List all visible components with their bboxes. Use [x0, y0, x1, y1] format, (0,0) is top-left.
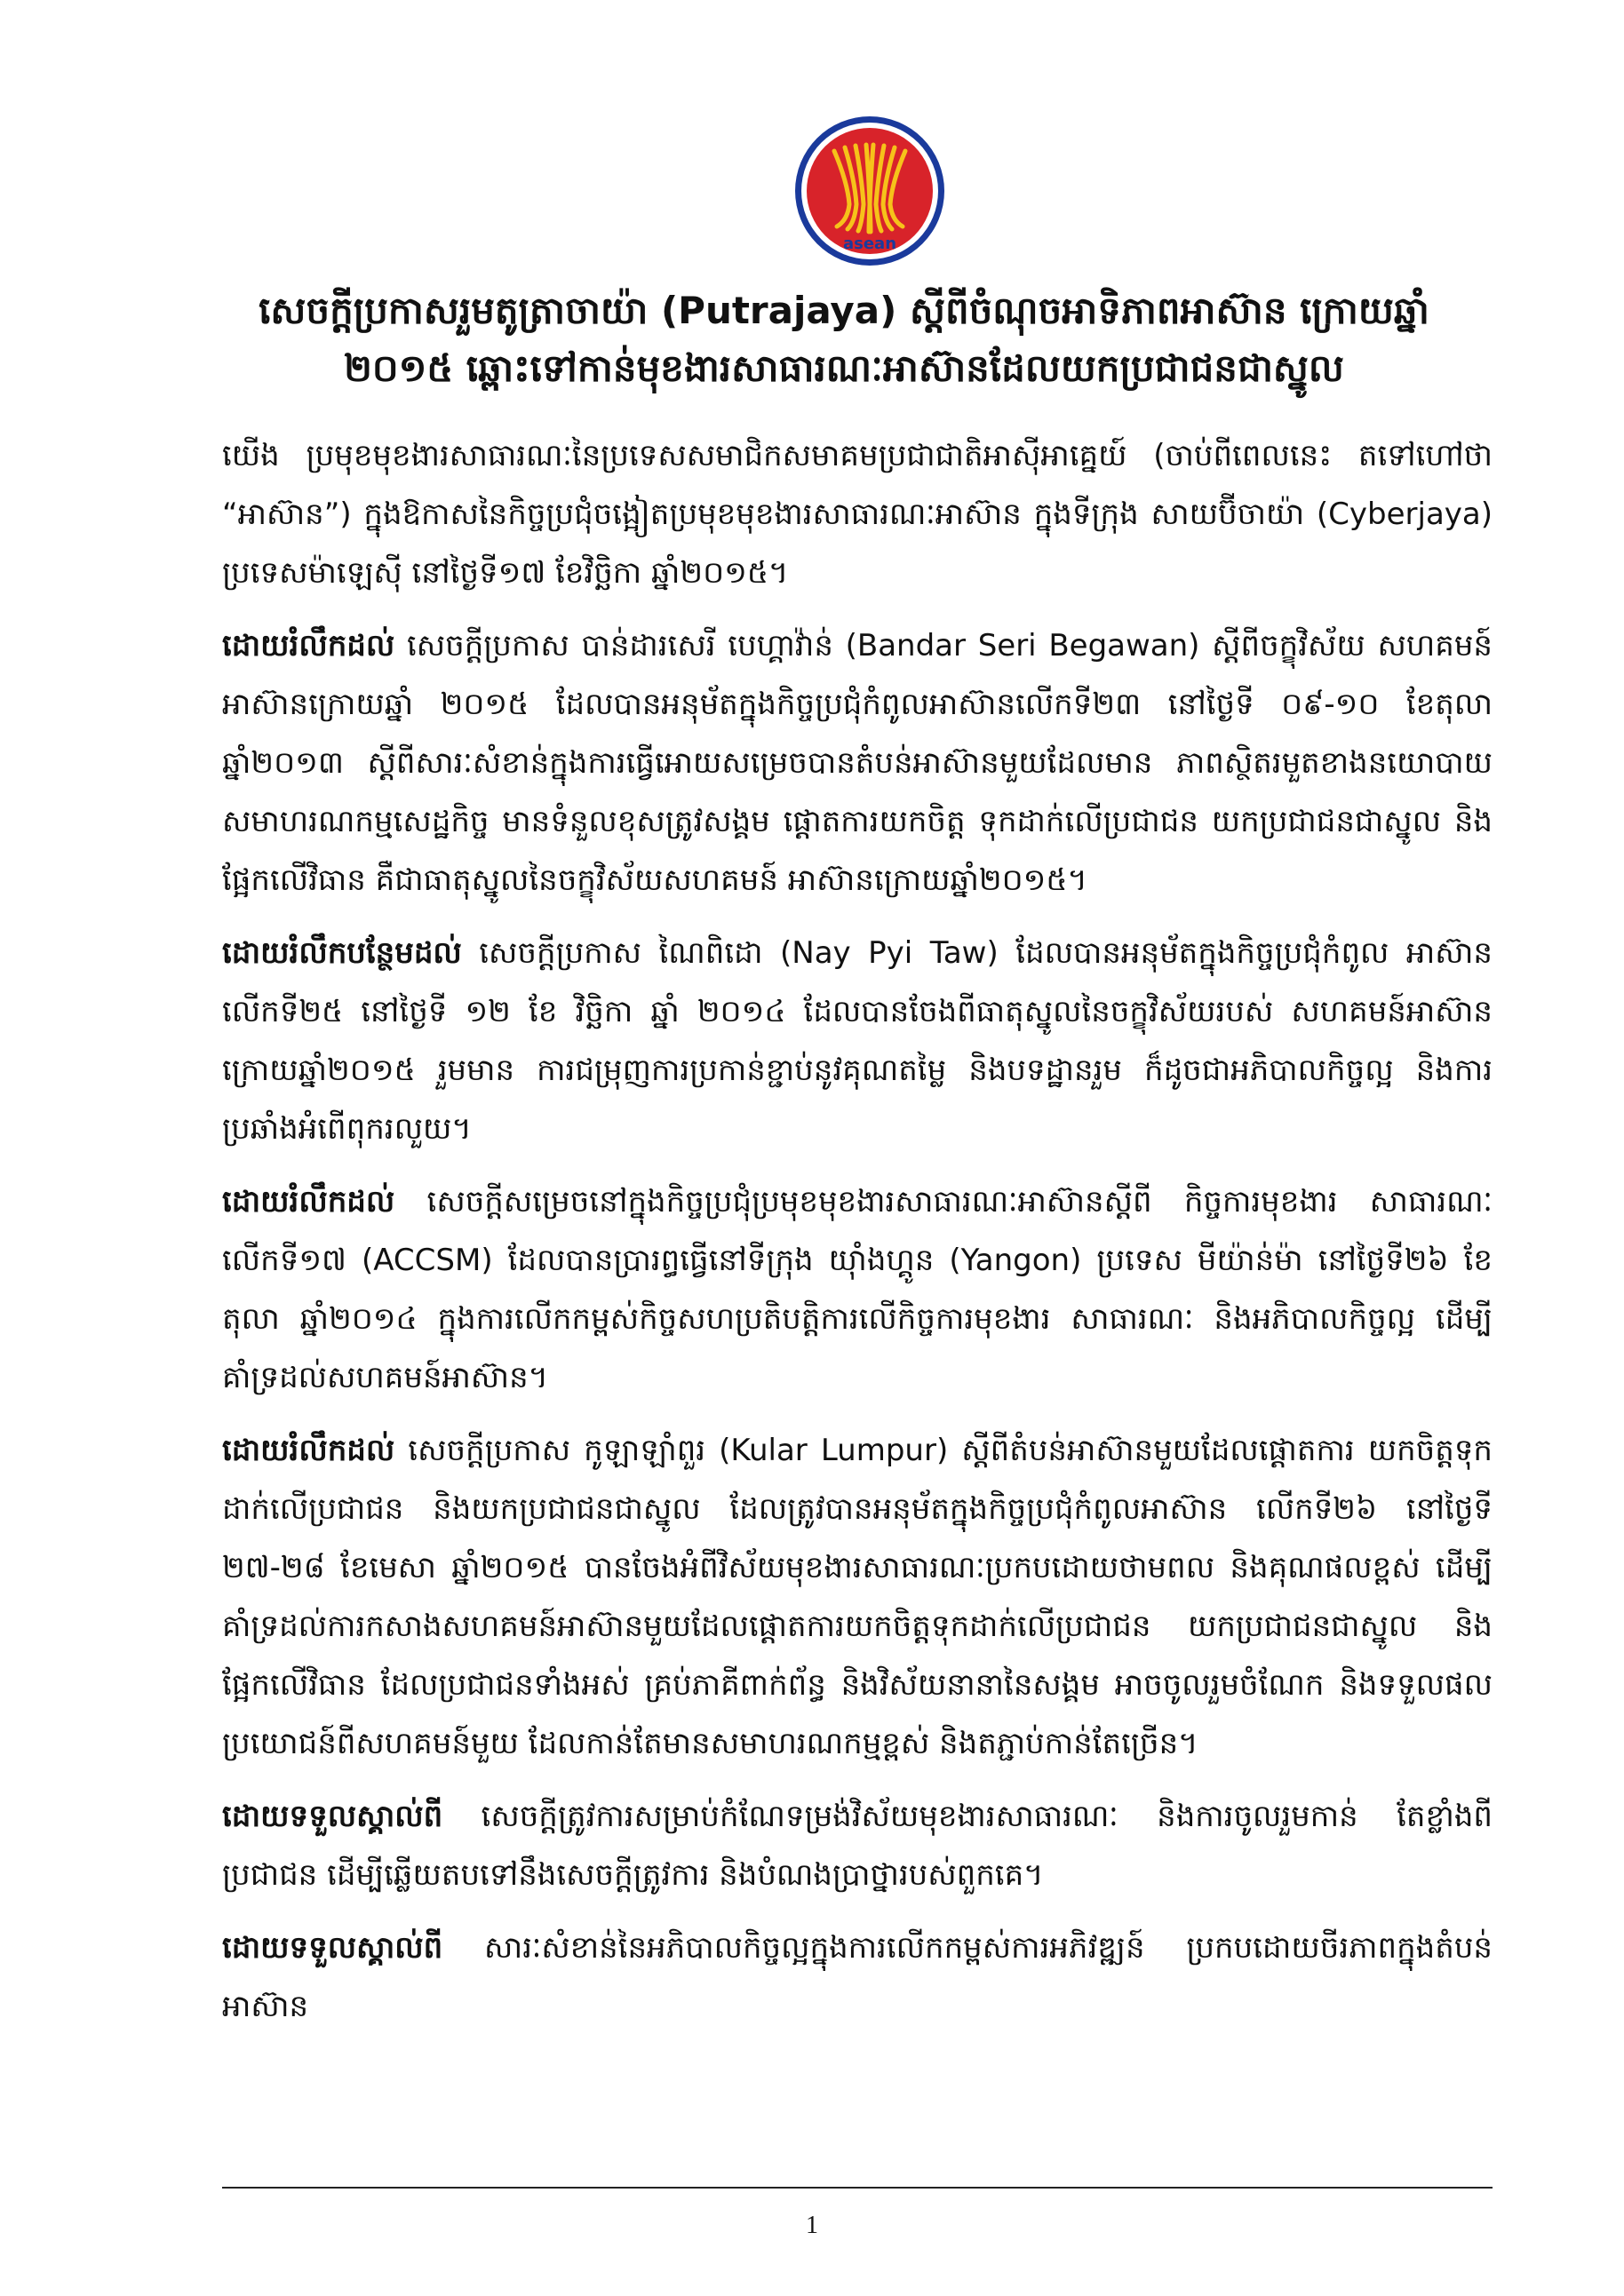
paragraph-recognizing-governance — [222, 1919, 1493, 2036]
paragraph-lead: ដោយរំលឹកដល់ — [222, 1184, 395, 1220]
paragraph-text: សេចក្តីសម្រេចនៅក្នុងកិច្ចប្រជុំប្រមុខមុខងារសាធារណៈអាស៊ានស្តីពី កិច្ចការមុខងារ សាធារណៈ លើកទី១៧ (ACCSM) ដែលបានប្រារព្ធធ្វើនៅទីក្រុង យ៉ាំងហ្គូន (Yangon) ប្រទេស មីយ៉ាន់ម៉ា នៅថ្ងៃទី២៦ ខែតុលា ឆ្នាំ២០១៤ ក្នុងការលើកកម្ពស់កិច្ចសហប្រតិបត្តិការលើកិច្ចការមុខងារ សាធារណៈ និងអភិបាលកិច្ចល្អ ដើម្បីគាំទ្រដល់សហគមន៍អាស៊ាន។ — [222, 1184, 1493, 1395]
paragraph-recalling-accsm — [222, 1172, 1493, 1407]
paragraph-lead: ដោយរំលឹកដល់ — [222, 1433, 395, 1468]
paragraph-recalling-bsb — [222, 616, 1493, 910]
logo-caption: asean — [842, 234, 897, 253]
document-title-line-1: សេចក្តីប្រកាសរួមតូត្រាចាយ៉ា (Putrajaya) ស្តីពីចំណុចអាទិភាពអាស៊ាន ក្រោយឆ្នាំ — [259, 289, 1429, 332]
paragraph-text: សេចក្តីប្រកាស កូឡាឡាំពួរ (Kular Lumpur) ស្តីពីតំបន់អាស៊ានមួយដែលផ្តោតការ យកចិត្តទុកដាក់លើប្រជាជន និងយកប្រជាជនជាស្នូល ដែលត្រូវបានអនុម័តក្នុងកិច្ចប្រជុំកំពូលអាស៊ាន លើកទី២៦ នៅថ្ងៃទី ២៧-២៨ ខែមេសា ឆ្នាំ២០១៥ បានចែងអំពីវិស័យមុខងារសាធារណៈប្រកបដោយថាមពល និងគុណផលខ្ពស់ ដើម្បីគាំទ្រដល់ការកសាងសហគមន៍អាស៊ានមួយដែលផ្តោតការយកចិត្តទុកដាក់លើប្រជាជន យកប្រជាជនជាស្នូល និងផ្អែកលើវិធាន ដែលប្រជាជនទាំងអស់ គ្រប់ភាគីពាក់ព័ន្ធ និងវិស័យនានានៃសង្គម អាចចូលរួមចំណែក និងទទួលផលប្រយោជន៍ពីសហគមន៍មួយ ដែលកាន់តែមានសមាហរណកម្មខ្ពស់ និងតភ្ជាប់កាន់តែច្រើន។ — [222, 1433, 1493, 1761]
paragraph-recalling-kl — [222, 1421, 1493, 1773]
asean-logo-icon — [794, 115, 945, 266]
paragraph-text: សេចក្តីប្រកាស ណៃពិដោ (Nay Pyi Taw) ដែលបានអនុម័តក្នុងកិច្ចប្រជុំកំពូល អាស៊ានលើកទី២៥ នៅថ្ងៃទី ១២ ខែ វិច្ឆិកា ឆ្នាំ ២០១៤ ដែលបានចែងពីធាតុស្នូលនៃចក្ខុវិស័យរបស់ សហគមន៍អាស៊ានក្រោយឆ្នាំ២០១៥ រួមមាន ការជម្រុញការប្រកាន់ខ្ជាប់នូវគុណតម្លៃ និងបទដ្ឋានរួម ក៏ដូចជាអភិបាលកិច្ចល្អ និងការប្រឆាំងអំពើពុករលួយ។ — [222, 935, 1493, 1147]
paragraph-lead: ដោយទទួលស្គាល់ពី — [222, 1930, 443, 1966]
paragraph-intro — [222, 426, 1493, 602]
paragraph-recognizing-reform — [222, 1787, 1493, 1904]
paragraph-lead: ដោយទទួលស្គាល់ពី — [222, 1799, 443, 1834]
footer-divider — [222, 2187, 1493, 2189]
document-body — [222, 426, 1493, 2050]
paragraph-lead: ដោយរំលឹកបន្ថែមដល់ — [222, 935, 462, 971]
paragraph-text: សារៈសំខាន់នៃអភិបាលកិច្ចល្អក្នុងការលើកកម្ពស់ការអភិវឌ្ឍន៍ ប្រកបដោយចីរភាពក្នុងតំបន់អាស៊ាន — [222, 1930, 1493, 2024]
page-number: 1 — [806, 2212, 818, 2239]
paragraph-text: សេចក្តីត្រូវការសម្រាប់កំណែទម្រង់វិស័យមុខងារសាធារណៈ និងការចូលរួមកាន់ តែខ្លាំងពីប្រជាជន ដើម្បីឆ្លើយតបទៅនឹងសេចក្តីត្រូវការ និងបំណងប្រាថ្នារបស់ពួកគេ។ — [222, 1799, 1493, 1893]
paragraph-text: សេចក្តីប្រកាស បាន់ដារសេរី បេហ្គាវ៉ាន់ (Bandar Seri Begawan) ស្តីពីចក្ខុវិស័យ សហគមន៍អាស៊ានក្រោយឆ្នាំ ២០១៥ ដែលបានអនុម័តក្នុងកិច្ចប្រជុំកំពូលអាស៊ានលើកទី២៣ នៅថ្ងៃទី ០៩-១០ ខែតុលា ឆ្នាំ២០១៣ ស្តីពីសារៈសំខាន់ក្នុងការធ្វើអោយសម្រេចបានតំបន់អាស៊ានមួយដែលមាន ភាពស្ថិតរមួតខាងនយោបាយ សមាហរណកម្មសេដ្ឋកិច្ច មានទំនួលខុសត្រូវសង្គម ផ្តោតការយកចិត្ត ទុកដាក់លើប្រជាជន យកប្រជាជនជាស្នូល និងផ្អែកលើវិធាន គឺជាធាតុស្នូលនៃចក្ខុវិស័យសហគមន៍ អាស៊ានក្រោយឆ្នាំ២០១៥។ — [222, 628, 1493, 898]
document-title-line-2: ២០១៥ ឆ្ពោះទៅកាន់មុខងារសាធារណៈអាស៊ានដែលយកប្រជាជនជាស្នូល — [344, 346, 1344, 390]
paragraph-further-recalling — [222, 924, 1493, 1158]
paragraph-lead: ដោយរំលឹកដល់ — [222, 628, 395, 663]
asean-logo — [794, 115, 945, 266]
paragraph-text: យើង ប្រមុខមុខងារសាធារណៈនៃប្រទេសសមាជិកសមាគមប្រជាជាតិអាស៊ីអាគ្នេយ៍ (ចាប់ពីពេលនេះ តទៅហៅថា “អាស៊ាន”) ក្នុងឱកាសនៃកិច្ចប្រជុំចង្អៀតប្រមុខមុខងារសាធារណៈអាស៊ាន ក្នុងទីក្រុង សាយប៊ីចាយ៉ា (Cyberjaya) ប្រទេសម៉ាឡេស៊ី នៅថ្ងៃទី១៧ ខែវិច្ឆិកា ឆ្នាំ២០១៥។ — [222, 438, 1493, 591]
